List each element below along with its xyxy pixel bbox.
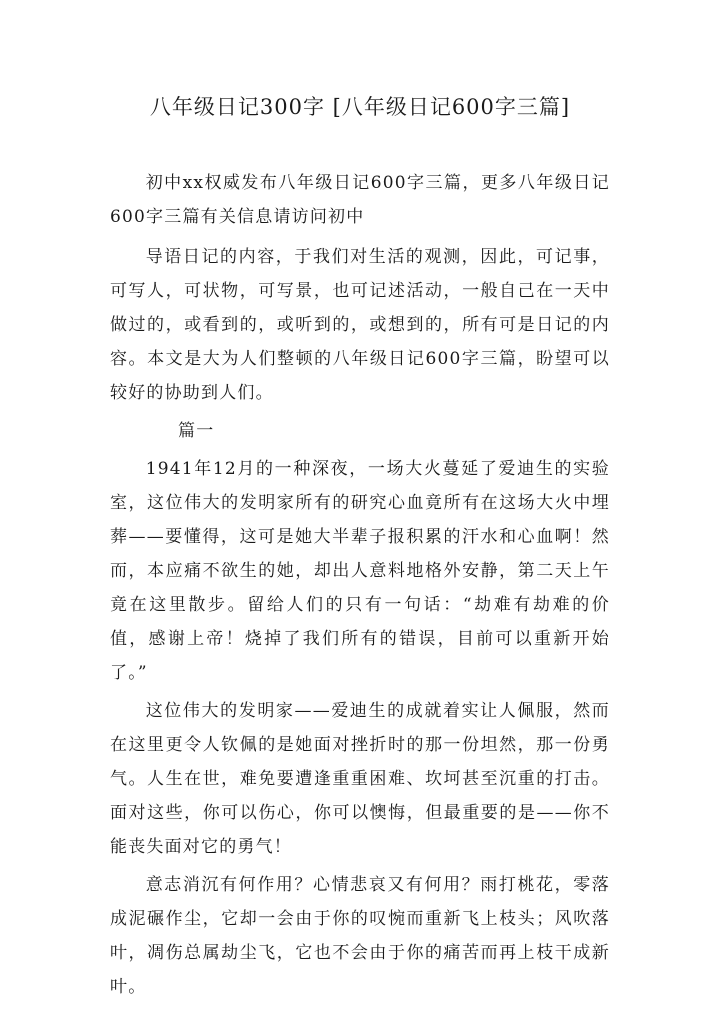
paragraph-intro: 初中xx权威发布八年级日记600字三篇，更多八年级日记600字三篇有关信息请访问初中	[110, 173, 610, 227]
paragraph: 这位伟大的发明家——爱迪生的成就着实让人佩服，然而在这里更令人钦佩的是她面对挫折时的那一份坦然，那一份勇气。人生在世，难免要遭逢重重困难、坎坷甚至沉重的打击。面对这些，你可以伤心，你可以懊悔，但最重要的是——你不能丧失面对它的勇气！	[110, 701, 610, 857]
paragraph-lead: 导语日记的内容，于我们对生活的观测，因此，可记事，可写人，可状物，可写景，也可记述活动，一般自己在一天中做过的，或看到的，或听到的，或想到的，所有可是日记的内容。本文是大为人们整顿的八年级日记600字三篇，盼望可以较好的协助到人们。	[110, 247, 610, 403]
document-body	[110, 166, 610, 1008]
document-title: 八年级日记300字 [八年级日记600字三篇]	[149, 95, 571, 119]
paragraph: 1941年12月的一种深夜，一场大火蔓延了爱迪生的实验室，这位伟大的发明家所有的研究心血竟所有在这场大火中埋葬——要懂得，这可是她大半辈子报积累的汗水和心血啊！然而，本应痛不欲生的她，却出人意料地格外安静，第二天上午竟在这里散步。留给人们的只有一句话：“劫难有劫难的价值，感谢上帝！烧掉了我们所有的错误，目前可以重新开始了。”	[110, 459, 610, 683]
paragraph: 意志消沉有何作用？心情悲哀又有何用？雨打桃花，零落成泥碾作尘，它却一会由于你的叹惋而重新飞上枝头；风吹落叶，凋伤总属劫尘飞，它也不会由于你的痛苦而再上枝干成新叶。	[110, 875, 610, 997]
section-heading: 篇一	[178, 421, 215, 441]
